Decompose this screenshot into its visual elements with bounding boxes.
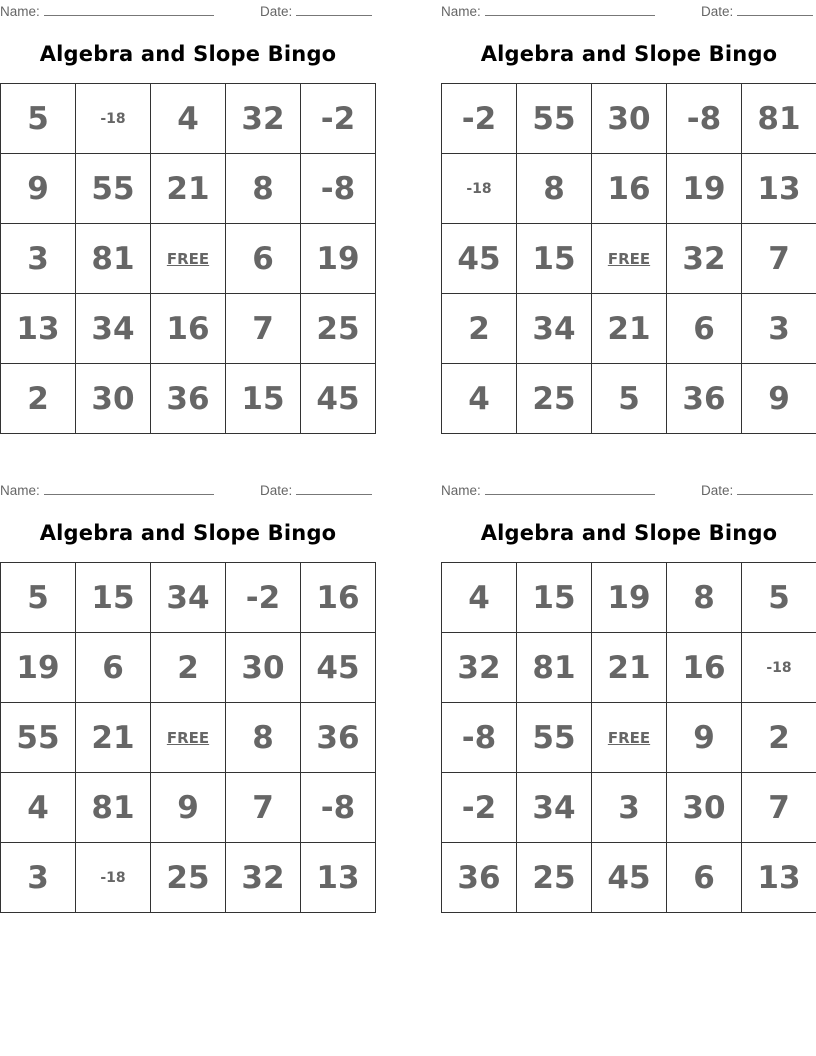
bingo-cell[interactable]: 13: [1, 294, 76, 364]
bingo-grid: [441, 562, 816, 913]
card-title: Algebra and Slope Bingo: [480, 521, 778, 545]
bingo-cell[interactable]: 81: [517, 633, 592, 703]
bingo-cell[interactable]: -2: [442, 773, 517, 843]
bingo-cell[interactable]: 55: [517, 703, 592, 773]
bingo-cell[interactable]: 6: [226, 224, 301, 294]
bingo-cell[interactable]: 15: [226, 364, 301, 434]
bingo-cell[interactable]: 7: [742, 773, 816, 843]
name-label: Name:: [441, 483, 481, 498]
bingo-cell[interactable]: 13: [742, 843, 816, 913]
bingo-cell[interactable]: 4: [442, 364, 517, 434]
name-label: Name:: [441, 4, 481, 19]
grid-row: [1, 633, 376, 703]
bingo-cell[interactable]: -2: [301, 84, 376, 154]
bingo-grid: [0, 83, 376, 434]
bingo-cell[interactable]: 2: [442, 294, 517, 364]
bingo-cell[interactable]: 32: [667, 224, 742, 294]
bingo-card: [0, 479, 376, 919]
bingo-cell[interactable]: 5: [1, 563, 76, 633]
grid-row: [1, 843, 376, 913]
bingo-cell[interactable]: 5: [742, 563, 816, 633]
bingo-cell[interactable]: 25: [151, 843, 226, 913]
bingo-cell[interactable]: 36: [301, 703, 376, 773]
free-space-cell[interactable]: FREE: [592, 703, 667, 773]
bingo-cell[interactable]: -8: [442, 703, 517, 773]
bingo-grid: [441, 83, 816, 434]
grid-row: [1, 84, 376, 154]
bingo-card: [441, 0, 816, 440]
bingo-cell[interactable]: 34: [151, 563, 226, 633]
grid-row: [442, 633, 816, 703]
bingo-cell[interactable]: 16: [667, 633, 742, 703]
grid-row: [1, 364, 376, 434]
free-space-cell[interactable]: FREE: [151, 224, 226, 294]
bingo-cell[interactable]: 15: [76, 563, 151, 633]
date-blank-line[interactable]: [737, 481, 813, 495]
bingo-cell[interactable]: 6: [76, 633, 151, 703]
bingo-cell[interactable]: 30: [667, 773, 742, 843]
grid-row: [1, 773, 376, 843]
grid-row: [1, 224, 376, 294]
bingo-cell[interactable]: 13: [301, 843, 376, 913]
bingo-cell[interactable]: 4: [151, 84, 226, 154]
bingo-cell[interactable]: 8: [226, 154, 301, 224]
bingo-cell[interactable]: 25: [517, 843, 592, 913]
bingo-cell[interactable]: 16: [301, 563, 376, 633]
bingo-cell[interactable]: 9: [667, 703, 742, 773]
date-label: Date:: [260, 483, 293, 498]
bingo-cell[interactable]: -18: [442, 154, 517, 224]
grid-row: [1, 154, 376, 224]
bingo-cell[interactable]: -18: [76, 84, 151, 154]
date-blank-line[interactable]: [296, 2, 372, 16]
grid-row: [442, 154, 816, 224]
bingo-cell[interactable]: 21: [76, 703, 151, 773]
bingo-cell[interactable]: 32: [442, 633, 517, 703]
bingo-cell[interactable]: 4: [442, 563, 517, 633]
name-label: Name:: [0, 483, 40, 498]
bingo-cell[interactable]: -2: [226, 563, 301, 633]
grid-row: [442, 843, 816, 913]
bingo-cell[interactable]: 30: [76, 364, 151, 434]
bingo-cell[interactable]: 36: [667, 364, 742, 434]
bingo-cell[interactable]: 55: [76, 154, 151, 224]
bingo-cell[interactable]: 5: [1, 84, 76, 154]
card-title: Algebra and Slope Bingo: [480, 42, 778, 66]
bingo-cell[interactable]: 45: [442, 224, 517, 294]
bingo-cell[interactable]: 16: [151, 294, 226, 364]
bingo-cell[interactable]: 25: [517, 364, 592, 434]
bingo-cell[interactable]: 81: [76, 773, 151, 843]
bingo-cell[interactable]: 2: [1, 364, 76, 434]
grid-row: [442, 773, 816, 843]
bingo-cell[interactable]: 3: [1, 843, 76, 913]
date-label: Date:: [260, 4, 293, 19]
bingo-cell[interactable]: 21: [151, 154, 226, 224]
name-date-header: [441, 481, 816, 499]
bingo-cell[interactable]: 9: [151, 773, 226, 843]
name-blank-line[interactable]: [485, 2, 655, 16]
card-title: Algebra and Slope Bingo: [39, 42, 337, 66]
name-date-header: [441, 2, 816, 20]
bingo-cell[interactable]: 2: [742, 703, 816, 773]
bingo-cell[interactable]: 32: [226, 84, 301, 154]
bingo-cell[interactable]: 81: [742, 84, 816, 154]
bingo-cell[interactable]: 13: [742, 154, 816, 224]
bingo-cell[interactable]: 7: [742, 224, 816, 294]
bingo-cell[interactable]: 15: [517, 563, 592, 633]
bingo-cell[interactable]: -18: [76, 843, 151, 913]
bingo-cell[interactable]: 32: [226, 843, 301, 913]
bingo-cell[interactable]: 3: [742, 294, 816, 364]
bingo-cell[interactable]: 45: [301, 633, 376, 703]
bingo-cell[interactable]: 8: [667, 563, 742, 633]
name-blank-line[interactable]: [44, 481, 214, 495]
free-space-cell[interactable]: FREE: [592, 224, 667, 294]
bingo-cell[interactable]: 3: [592, 773, 667, 843]
name-label: Name:: [0, 4, 40, 19]
grid-row: [1, 294, 376, 364]
free-space-cell[interactable]: FREE: [151, 703, 226, 773]
bingo-cell[interactable]: 7: [226, 294, 301, 364]
bingo-cell[interactable]: 30: [592, 84, 667, 154]
bingo-cell[interactable]: 34: [76, 294, 151, 364]
bingo-cell[interactable]: 7: [226, 773, 301, 843]
grid-row: [442, 294, 816, 364]
bingo-cell[interactable]: 9: [742, 364, 816, 434]
name-blank-line[interactable]: [485, 481, 655, 495]
bingo-cell[interactable]: 25: [301, 294, 376, 364]
bingo-cell[interactable]: 55: [517, 84, 592, 154]
bingo-cell[interactable]: 19: [667, 154, 742, 224]
date-label: Date:: [701, 483, 734, 498]
grid-row: [442, 703, 816, 773]
card-title: Algebra and Slope Bingo: [39, 521, 337, 545]
bingo-grid: [0, 562, 376, 913]
grid-row: [1, 563, 376, 633]
bingo-cell[interactable]: 19: [1, 633, 76, 703]
bingo-cell[interactable]: 55: [1, 703, 76, 773]
bingo-cell[interactable]: 45: [592, 843, 667, 913]
bingo-cell[interactable]: 36: [442, 843, 517, 913]
date-blank-line[interactable]: [737, 2, 813, 16]
bingo-cell[interactable]: 16: [592, 154, 667, 224]
grid-row: [442, 224, 816, 294]
bingo-cell[interactable]: 45: [301, 364, 376, 434]
bingo-cell[interactable]: 15: [517, 224, 592, 294]
bingo-cell[interactable]: -18: [742, 633, 816, 703]
bingo-cell[interactable]: -8: [301, 773, 376, 843]
bingo-cell[interactable]: 6: [667, 294, 742, 364]
bingo-cell[interactable]: 34: [517, 773, 592, 843]
grid-row: [442, 84, 816, 154]
bingo-cell[interactable]: 5: [592, 364, 667, 434]
date-blank-line[interactable]: [296, 481, 372, 495]
bingo-cell[interactable]: 8: [226, 703, 301, 773]
date-label: Date:: [701, 4, 734, 19]
name-date-header: [0, 2, 376, 20]
bingo-cell[interactable]: -8: [301, 154, 376, 224]
bingo-card: [0, 0, 376, 440]
bingo-cell[interactable]: -2: [442, 84, 517, 154]
bingo-cell[interactable]: 34: [517, 294, 592, 364]
bingo-cell[interactable]: 2: [151, 633, 226, 703]
bingo-cell[interactable]: 19: [592, 563, 667, 633]
bingo-cell[interactable]: 6: [667, 843, 742, 913]
name-blank-line[interactable]: [44, 2, 214, 16]
grid-row: [442, 364, 816, 434]
bingo-cell[interactable]: 3: [1, 224, 76, 294]
grid-row: [1, 703, 376, 773]
bingo-cell[interactable]: 30: [226, 633, 301, 703]
name-date-header: [0, 481, 376, 499]
bingo-cell[interactable]: 19: [301, 224, 376, 294]
bingo-cell[interactable]: 21: [592, 294, 667, 364]
bingo-cell[interactable]: 9: [1, 154, 76, 224]
bingo-cell[interactable]: 4: [1, 773, 76, 843]
bingo-cell[interactable]: 36: [151, 364, 226, 434]
bingo-cell[interactable]: -8: [667, 84, 742, 154]
bingo-cell[interactable]: 8: [517, 154, 592, 224]
bingo-card: [441, 479, 816, 919]
bingo-cell[interactable]: 21: [592, 633, 667, 703]
grid-row: [442, 563, 816, 633]
bingo-cell[interactable]: 81: [76, 224, 151, 294]
